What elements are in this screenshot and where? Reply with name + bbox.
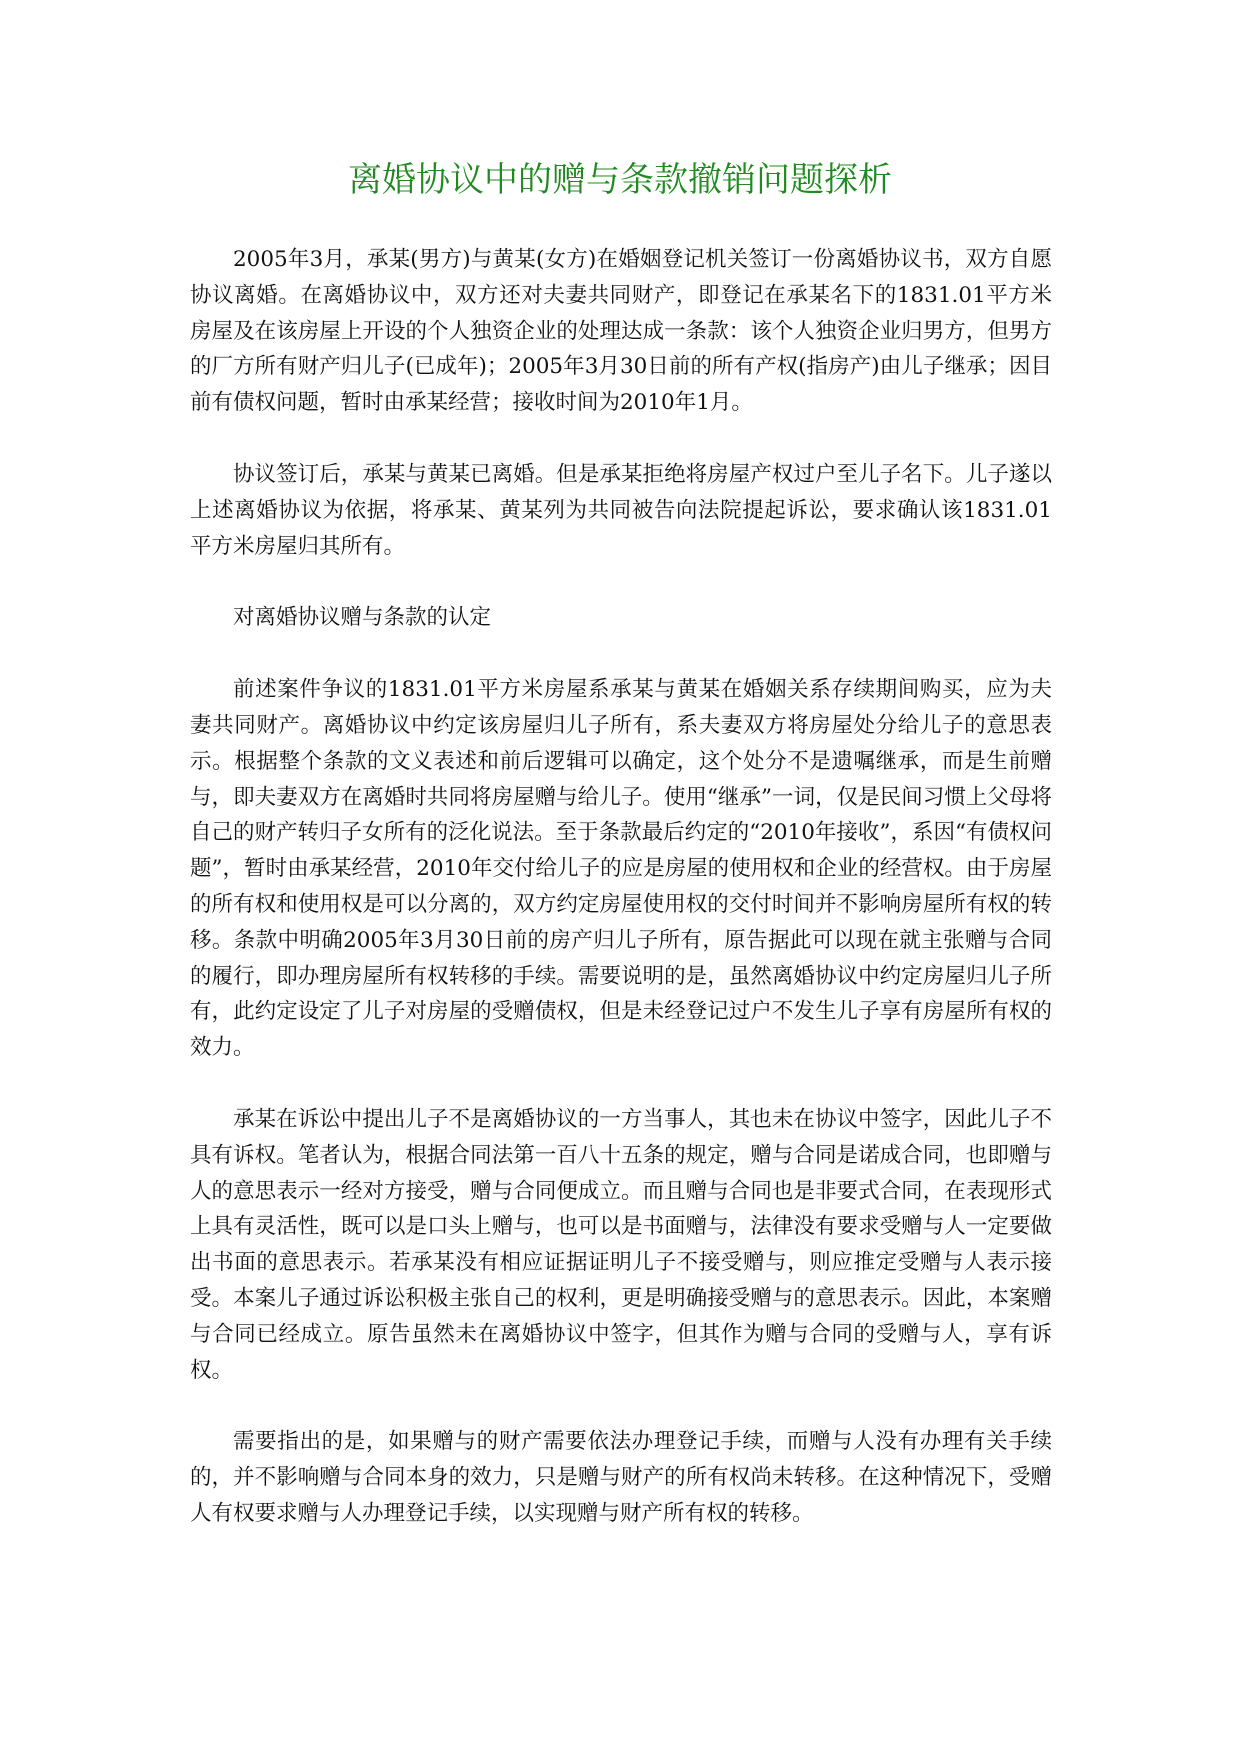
document-body	[190, 242, 1052, 1568]
paragraph-analysis: 前述案件争议的1831.01平方米房屋系承某与黄某在婚姻关系存续期间购买，应为夫妻共同财产。离婚协议中约定该房屋归儿子所有，系夫妻双方将房屋处分给儿子的意思表示。根据整个条款的文义表述和前后逻辑可以确定，这个处分不是遗嘱继承，而是生前赠与，即夫妻双方在离婚时共同将房屋赠与给儿子。使用“继承”一词，仅是民间习惯上父母将自己的财产转归子女所有的泛化说法。至于条款最后约定的“2010年接收”，系因“有债权问题”，暂时由承某经营，2010年交付给儿子的应是房屋的使用权和企业的经营权。由于房屋的所有权和使用权是可以分离的，双方约定房屋使用权的交付时间并不影响房屋所有权的转移。条款中明确2005年3月30日前的房产归儿子所有，原告据此可以现在就主张赠与合同的履行，即办理房屋所有权转移的手续。需要说明的是，虽然离婚协议中约定房屋归儿子所有，此约定设定了儿子对房屋的受赠债权，但是未经登记过户不发生儿子享有房屋所有权的效力。	[190, 677, 1052, 1061]
document-title: 离婚协议中的赠与条款撤销问题探析	[348, 160, 892, 200]
paragraph-lawsuit: 协议签订后，承某与黄某已离婚。但是承某拒绝将房屋产权过户至儿子名下。儿子遂以上述离婚协议为依据，将承某、黄某列为共同被告向法院提起诉讼，要求确认该1831.01平方米房屋归其所有。	[190, 461, 1052, 559]
section-heading: 对离婚协议赠与条款的认定	[233, 605, 492, 631]
paragraph-case-facts: 2005年3月，承某(男方)与黄某(女方)在婚姻登记机关签订一份离婚协议书，双方自愿协议离婚。在离婚协议中，双方还对夫妻共同财产，即登记在承某名下的1831.01平方米房屋及在该房屋上开设的个人独资企业的处理达成一条款：该个人独资企业归男方，但男方的厂方所有财产归儿子(已成年)；2005年3月30日前的所有产权(指房产)由儿子继承；因目前有债权问题，暂时由承某经营；接收时间为2010年1月。	[190, 247, 1052, 416]
paragraph-standing: 承某在诉讼中提出儿子不是离婚协议的一方当事人，其也未在协议中签字，因此儿子不具有诉权。笔者认为，根据合同法第一百八十五条的规定，赠与合同是诺成合同，也即赠与人的意思表示一经对方接受，赠与合同便成立。而且赠与合同也是非要式合同，在表现形式上具有灵活性，既可以是口头上赠与，也可以是书面赠与，法律没有要求受赠与人一定要做出书面的意思表示。若承某没有相应证据证明儿子不接受赠与，则应推定受赠与人表示接受。本案儿子通过诉讼积极主张自己的权利，更是明确接受赠与的意思表示。因此，本案赠与合同已经成立。原告虽然未在离婚协议中签字，但其作为赠与合同的受赠与人，享有诉权。	[190, 1106, 1052, 1383]
paragraph-registration: 需要指出的是，如果赠与的财产需要依法办理登记手续，而赠与人没有办理有关手续的，并不影响赠与合同本身的效力，只是赠与财产的所有权尚未转移。在这种情况下，受赠人有权要求赠与人办理登记手续，以实现赠与财产所有权的转移。	[190, 1429, 1052, 1526]
